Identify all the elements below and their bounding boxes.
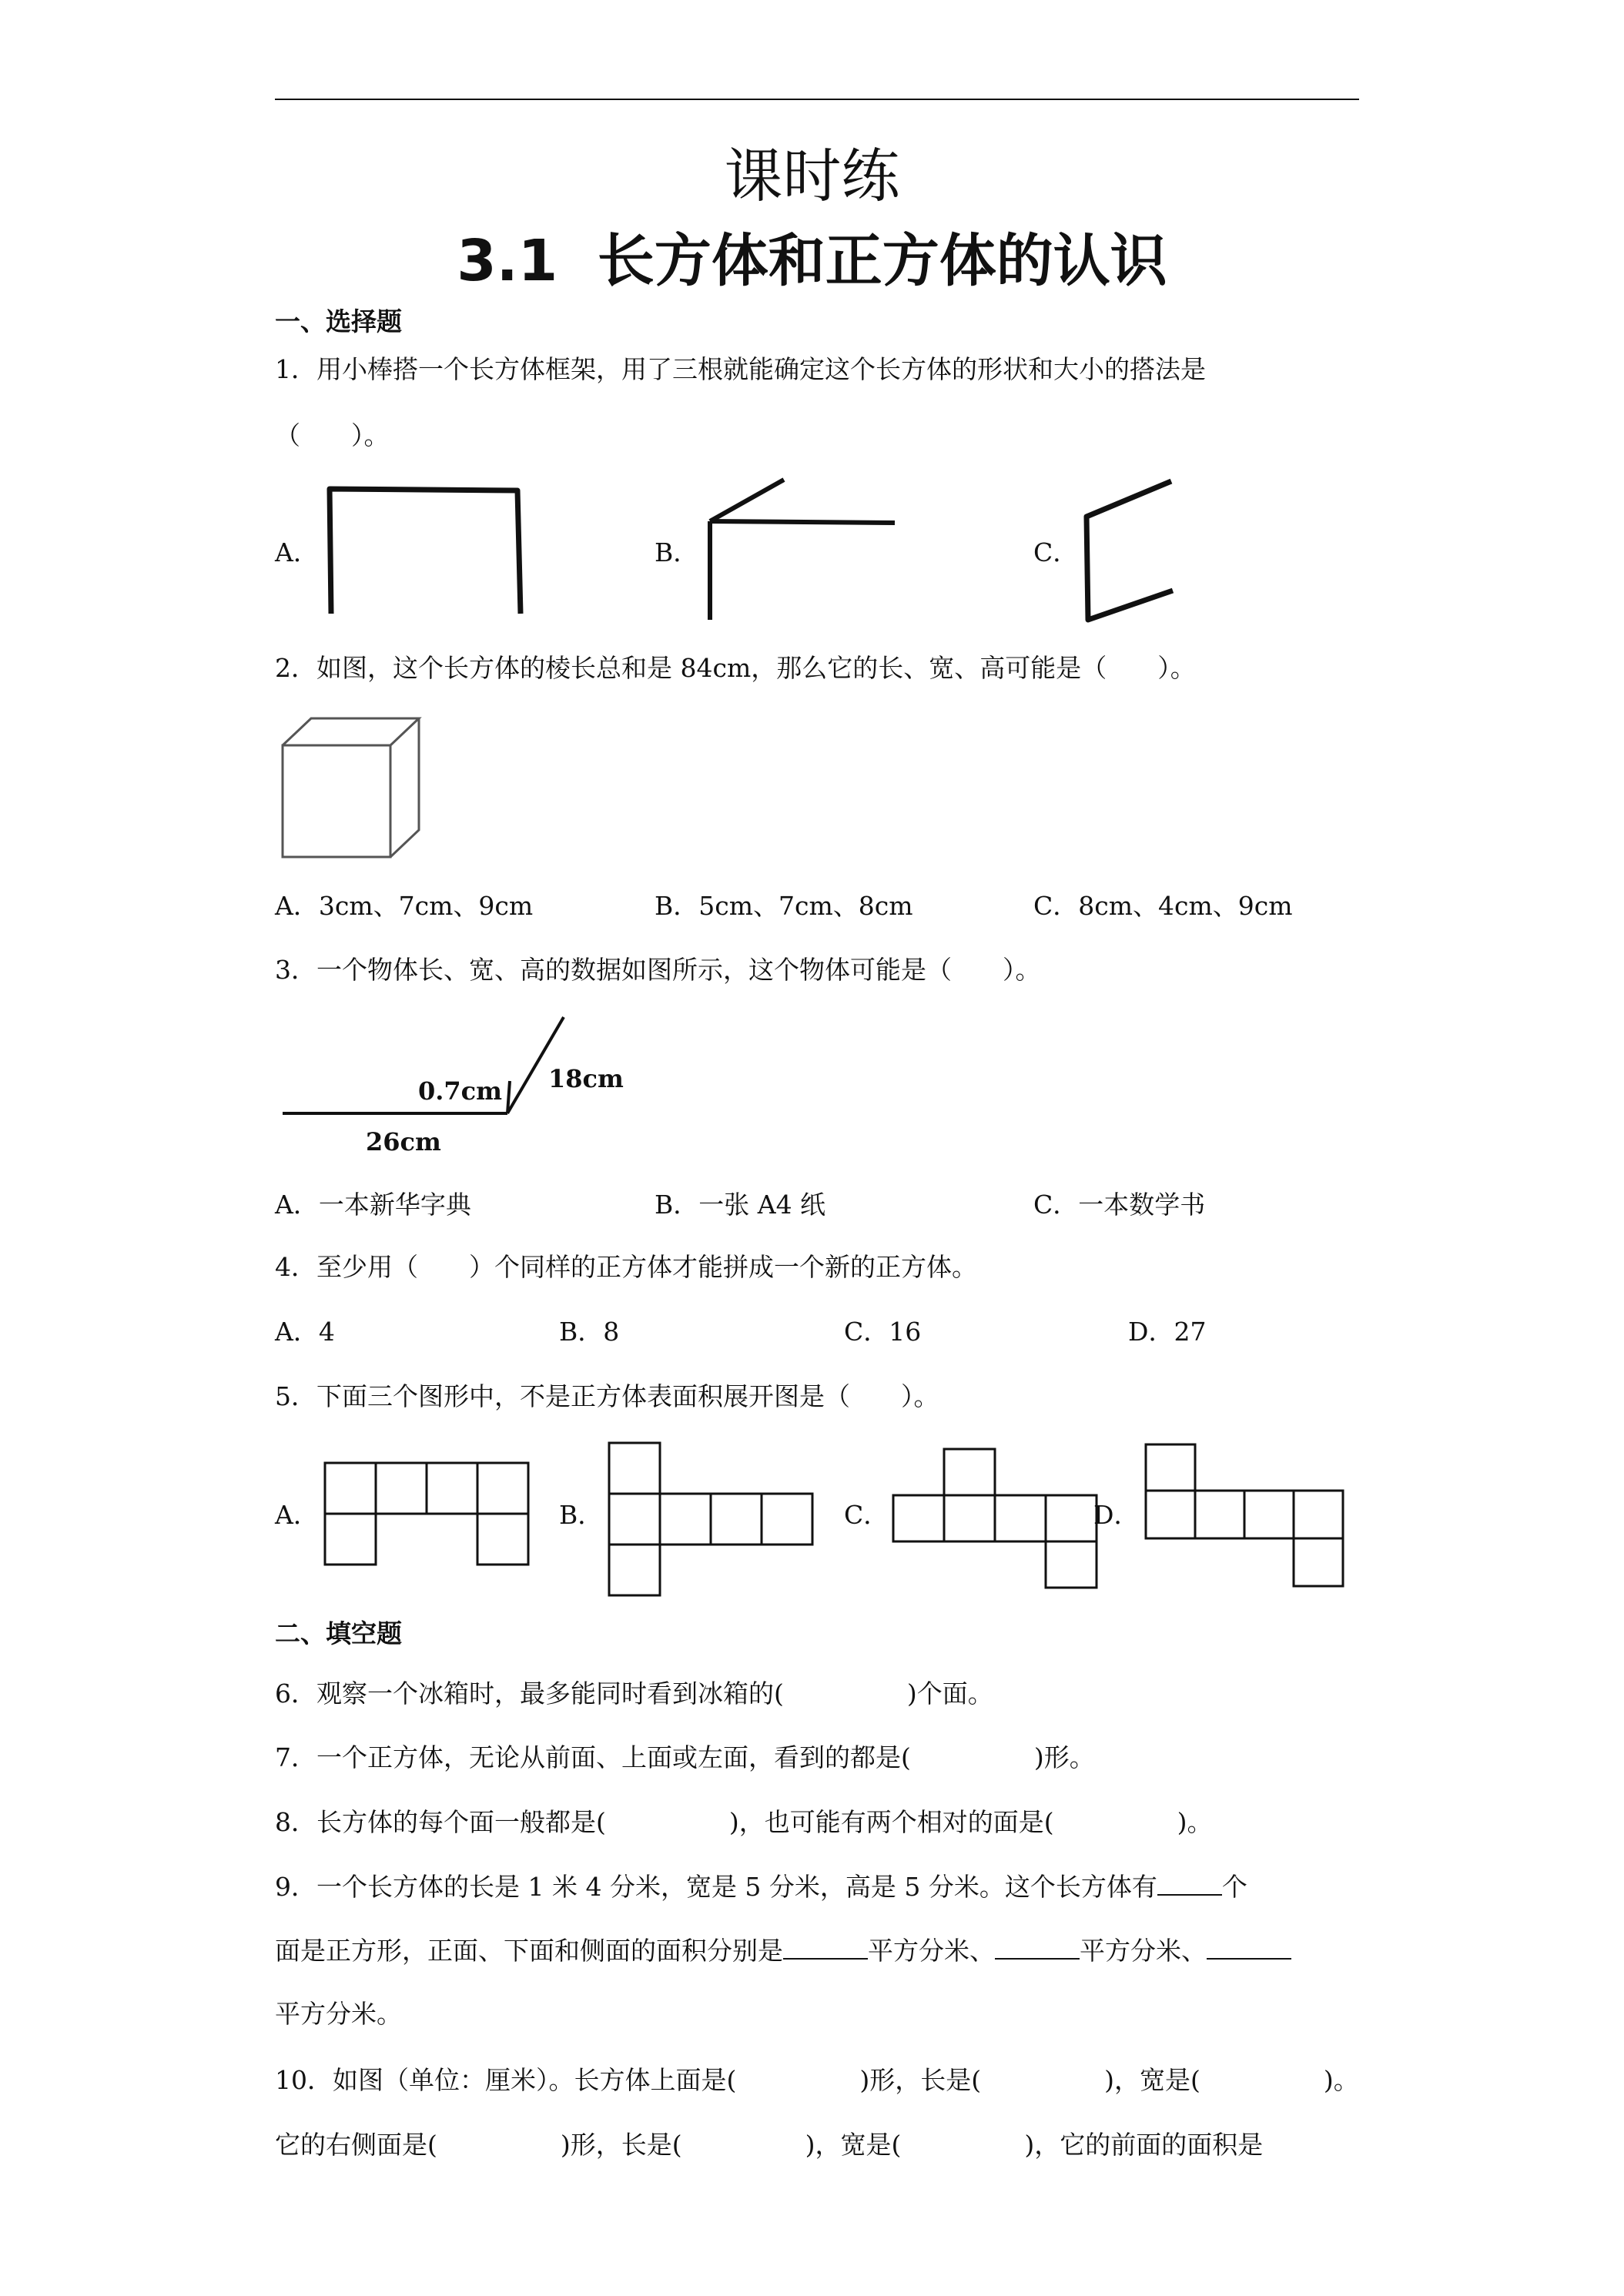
question-4-option-d[interactable]: D．27 bbox=[1128, 1317, 1207, 1347]
question-4-option-a[interactable]: A．4 bbox=[275, 1317, 335, 1347]
question-10-text-a: 10．如图（单位：厘米）。长方体上面是( bbox=[275, 2065, 737, 2095]
question-9-text-c: 面是正方形，正面、下面和侧面的面积分别是 bbox=[275, 1936, 783, 1966]
question-2-text: 2．如图，这个长方体的棱长总和是 84cm，那么它的长、宽、高可能是（ ）。 bbox=[275, 653, 1196, 683]
question-3-option-b[interactable]: B．一张 A4 纸 bbox=[655, 1190, 826, 1220]
question-5-net-b bbox=[606, 1440, 829, 1602]
question-8-text-b: )，也可能有两个相对的面是( bbox=[728, 1807, 1054, 1837]
question-10-text-d: )。 bbox=[1323, 2065, 1359, 2095]
question-3-option-c[interactable]: C．一本数学书 bbox=[1033, 1190, 1206, 1220]
question-1-figure-b bbox=[701, 474, 909, 612]
question-7 bbox=[275, 1742, 1095, 1773]
question-9-line-3 bbox=[275, 1999, 402, 2030]
question-5-net-d bbox=[1143, 1441, 1366, 1603]
question-9-text-f: 平方分米。 bbox=[275, 1999, 402, 2029]
question-1-blank: （ ）。 bbox=[275, 420, 390, 450]
question-3-option-a[interactable]: A．一本新华字典 bbox=[275, 1190, 471, 1220]
question-9-answer-blank-1[interactable] bbox=[1157, 1871, 1222, 1896]
question-9-answer-blank-4[interactable] bbox=[1207, 1935, 1291, 1960]
question-6 bbox=[275, 1678, 993, 1709]
question-10-text-b: )形，长是( bbox=[859, 2065, 982, 2095]
question-3-text: 3．一个物体长、宽、高的数据如图所示，这个物体可能是（ ）。 bbox=[275, 955, 1041, 985]
question-7-text-a: 7．一个正方体，无论从前面、上面或左面，看到的都是( bbox=[275, 1742, 911, 1772]
question-2-option-b[interactable]: B．5cm、7cm、8cm bbox=[655, 891, 913, 921]
question-9-text-a: 9．一个长方体的长是 1 米 4 分米，宽是 5 分米，高是 5 分米。这个长方体有 bbox=[275, 1872, 1157, 1902]
question-4-text: 4．至少用（ ）个同样的正方体才能拼成一个新的正方体。 bbox=[275, 1252, 977, 1282]
question-10-text-e: 它的右侧面是( bbox=[275, 2130, 437, 2160]
header-rule bbox=[275, 99, 1359, 100]
question-8 bbox=[275, 1807, 1213, 1838]
question-9-answer-blank-2[interactable] bbox=[783, 1935, 868, 1960]
question-10-text-g: )，宽是( bbox=[805, 2130, 902, 2160]
section-heading-fill: 二、填空题 bbox=[275, 1618, 402, 1648]
question-10-line-1 bbox=[275, 2065, 1359, 2096]
question-1-figure-c bbox=[1074, 474, 1190, 628]
question-10-text-c: )，宽是( bbox=[1104, 2065, 1200, 2095]
question-1-option-a[interactable]: A． bbox=[275, 537, 319, 567]
question-10-line-2 bbox=[275, 2130, 1263, 2160]
question-2-option-a[interactable]: A．3cm、7cm、9cm bbox=[275, 891, 534, 921]
question-7-text-b: )形。 bbox=[1033, 1742, 1095, 1772]
question-1-figure-a bbox=[323, 481, 531, 620]
question-5-option-a[interactable]: A． bbox=[275, 1500, 319, 1530]
question-10-text-h: )，它的前面的面积是 bbox=[1024, 2130, 1264, 2160]
page-subtitle: 3.1 长方体和正方体的认识 bbox=[457, 228, 1167, 294]
question-9-line-1 bbox=[275, 1871, 1247, 1903]
question-9-text-d: 平方分米、 bbox=[868, 1936, 995, 1966]
question-3-width-label: 18cm bbox=[548, 1064, 624, 1093]
question-5-net-c bbox=[890, 1446, 1113, 1608]
question-4-option-b[interactable]: B．8 bbox=[559, 1317, 620, 1347]
question-10-text-f: )形，长是( bbox=[560, 2130, 682, 2160]
question-9-text-b: 个 bbox=[1221, 1872, 1247, 1902]
question-6-text-a: 6．观察一个冰箱时，最多能同时看到冰箱的( bbox=[275, 1678, 784, 1709]
question-5-option-c[interactable]: C． bbox=[844, 1500, 889, 1530]
section-heading-choice: 一、选择题 bbox=[275, 306, 402, 336]
question-5-net-a bbox=[322, 1460, 545, 1583]
question-3-length-label: 26cm bbox=[366, 1127, 441, 1156]
page-title: 课时练 bbox=[724, 142, 900, 210]
question-5-option-d[interactable]: D． bbox=[1093, 1500, 1140, 1530]
question-9-line-2 bbox=[275, 1935, 1291, 1966]
question-1-option-c[interactable]: C． bbox=[1033, 537, 1079, 567]
question-6-text-b: )个面。 bbox=[906, 1678, 993, 1709]
question-9-text-e: 平方分米、 bbox=[1080, 1936, 1207, 1966]
question-2-option-c[interactable]: C．8cm、4cm、9cm bbox=[1033, 891, 1293, 921]
question-1-text: 1．用小棒搭一个长方体框架，用了三根就能确定这个长方体的形状和大小的搭法是 bbox=[275, 354, 1206, 384]
question-9-answer-blank-3[interactable] bbox=[995, 1935, 1080, 1960]
question-5-option-b[interactable]: B． bbox=[559, 1500, 604, 1530]
question-5-text: 5．下面三个图形中，不是正方体表面积展开图是（ ）。 bbox=[275, 1381, 939, 1411]
question-8-text-a: 8．长方体的每个面一般都是( bbox=[275, 1807, 606, 1837]
question-2-cuboid-figure bbox=[279, 715, 425, 869]
question-3-height-label: 0.7cm bbox=[418, 1076, 503, 1106]
question-4-option-c[interactable]: C．16 bbox=[844, 1317, 922, 1347]
question-1-option-b[interactable]: B． bbox=[655, 537, 699, 567]
question-8-text-c: )。 bbox=[1177, 1807, 1213, 1837]
